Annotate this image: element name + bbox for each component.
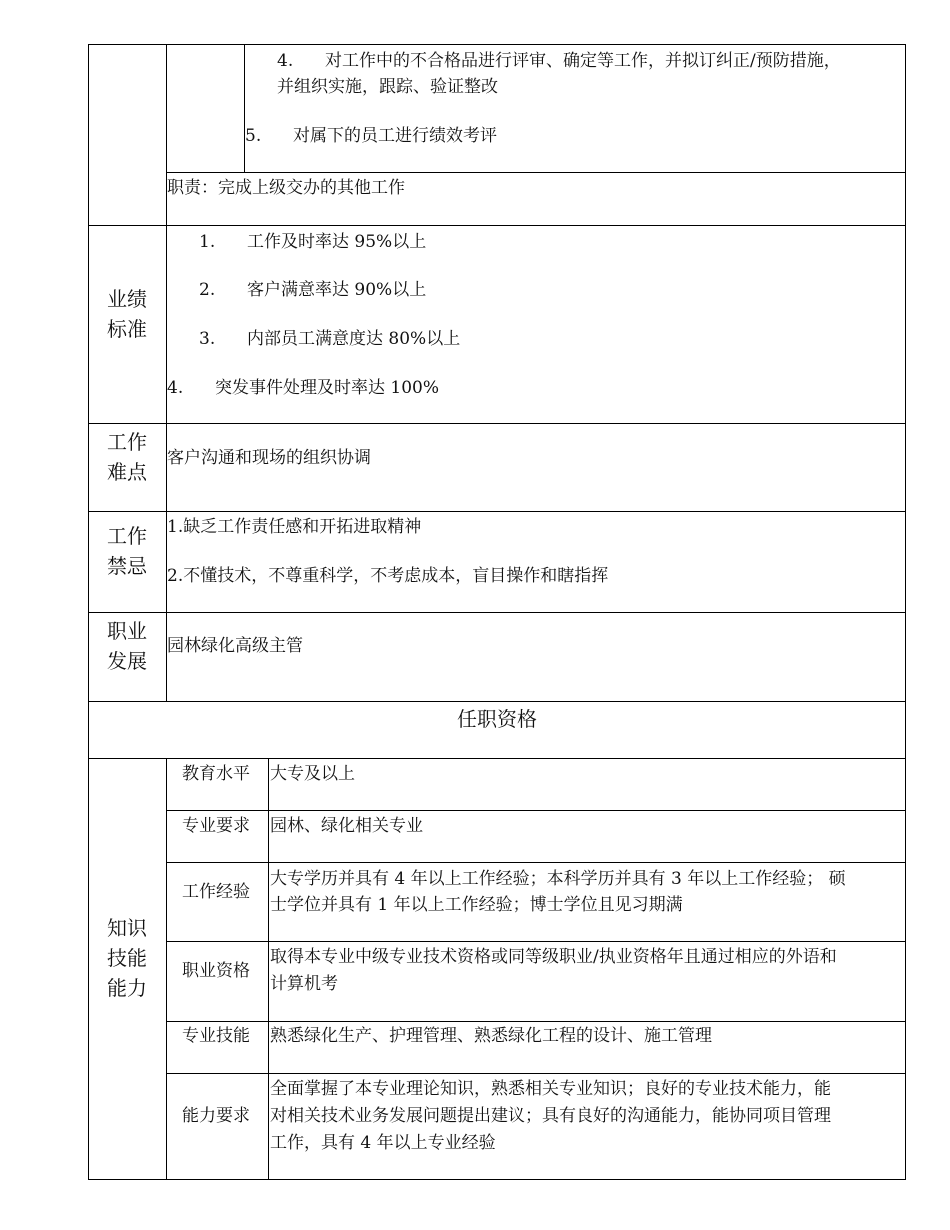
qualification-title: 任职资格 — [457, 707, 537, 731]
performance-item-number: 1. — [199, 232, 216, 252]
requirement-key: 专业要求 — [182, 816, 250, 836]
performance-item — [199, 231, 426, 253]
knowledge-label-line: 能力 — [107, 976, 147, 1000]
requirement-key: 工作经验 — [182, 882, 250, 902]
row-divider — [88, 758, 906, 759]
requirement-value: 工作，具有 4 年以上专业经验 — [270, 1133, 496, 1153]
row-divider — [166, 1073, 906, 1074]
performance-item — [199, 279, 426, 301]
performance-item — [167, 377, 439, 399]
career-label — [88, 616, 166, 676]
performance-item-number: 4. — [167, 378, 184, 398]
difficulty-text: 客户沟通和现场的组织协调 — [167, 448, 371, 468]
career-text: 园林绿化高级主管 — [167, 636, 303, 656]
row-divider — [88, 701, 906, 702]
knowledge-label-line: 知识 — [107, 916, 147, 940]
taboo-item: 2.不懂技术，不尊重科学，不考虑成本，盲目操作和瞎指挥 — [167, 566, 609, 586]
requirement-key: 教育水平 — [182, 764, 250, 784]
requirement-key: 能力要求 — [182, 1106, 250, 1126]
requirement-value: 全面掌握了本专业理论知识，熟悉相关专业知识；良好的专业技术能力，能 — [270, 1079, 831, 1099]
performance-label — [88, 284, 166, 344]
difficulty-label — [88, 427, 166, 487]
row-divider — [88, 511, 906, 512]
row-divider — [88, 612, 906, 613]
row-divider — [88, 225, 906, 226]
career-label-line: 职业 — [107, 619, 147, 643]
knowledge-label — [88, 913, 166, 1003]
career-label-line: 发展 — [107, 649, 147, 673]
difficulty-label-line: 难点 — [107, 460, 147, 484]
taboo-item: 1.缺乏工作责任感和开拓进取精神 — [167, 517, 422, 537]
column-divider — [166, 44, 167, 702]
knowledge-label-line: 技能 — [107, 946, 147, 970]
row-divider — [166, 810, 906, 811]
requirement-value: 计算机考 — [270, 974, 338, 994]
performance-item-number: 2. — [199, 280, 216, 300]
performance-item-text: 内部员工满意度达 80%以上 — [247, 329, 461, 349]
requirement-value: 对相关技术业务发展问题提出建议；具有良好的沟通能力，能协同项目管理 — [270, 1106, 831, 1126]
requirement-value: 大专学历并具有 4 年以上工作经验；本科学历并具有 3 年以上工作经验； 硕 — [270, 869, 846, 889]
taboo-label-line: 禁忌 — [107, 554, 147, 578]
performance-item-text: 突发事件处理及时率达 100% — [215, 378, 440, 398]
row-divider — [166, 862, 906, 863]
column-divider — [268, 758, 269, 1180]
requirement-value: 熟悉绿化生产、护理管理、熟悉绿化工程的设计、施工管理 — [270, 1026, 712, 1046]
requirement-key: 职业资格 — [182, 961, 250, 981]
duty-item-text: 对属下的员工进行绩效考评 — [293, 126, 497, 146]
row-divider — [166, 1021, 906, 1022]
requirement-value: 园林、绿化相关专业 — [270, 816, 423, 836]
taboo-label-line: 工作 — [107, 524, 147, 548]
duty-item-text: 对工作中的不合格品进行评审、确定等工作，并拟订纠正/预防措施， — [325, 51, 841, 71]
column-divider — [244, 44, 245, 173]
performance-item-text: 工作及时率达 95%以上 — [247, 232, 427, 252]
row-divider — [166, 172, 906, 173]
duty-item-number: 4. — [277, 51, 294, 71]
requirement-value: 士学位并具有 1 年以上工作经验；博士学位且见习期满 — [270, 895, 683, 915]
row-divider — [166, 941, 906, 942]
difficulty-label-line: 工作 — [107, 430, 147, 454]
duty-item-4 — [277, 50, 841, 72]
taboo-label — [88, 521, 166, 581]
performance-item — [199, 328, 460, 350]
requirement-key: 专业技能 — [182, 1026, 250, 1046]
duty-item-5 — [245, 125, 497, 147]
duty-other: 职责：完成上级交办的其他工作 — [167, 178, 405, 198]
duty-item-number: 5. — [245, 126, 262, 146]
performance-item-text: 客户满意率达 90%以上 — [247, 280, 427, 300]
requirement-value: 取得本专业中级专业技术资格或同等级职业/执业资格年且通过相应的外语和 — [270, 947, 837, 967]
performance-item-number: 3. — [199, 329, 216, 349]
performance-label-line: 标准 — [107, 317, 147, 341]
requirement-value: 大专及以上 — [270, 764, 355, 784]
performance-label-line: 业绩 — [107, 287, 147, 311]
row-divider — [88, 423, 906, 424]
duty-item-4-continued: 并组织实施，跟踪、验证整改 — [277, 77, 498, 97]
